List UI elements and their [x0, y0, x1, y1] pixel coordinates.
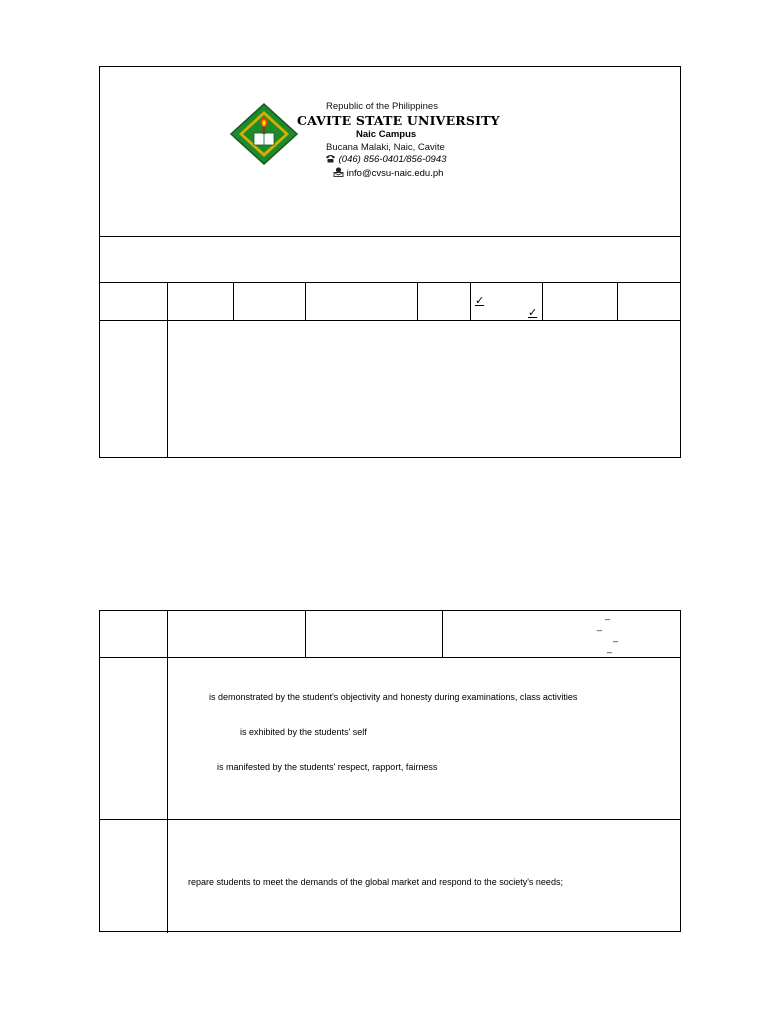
blank-mark: _	[597, 621, 603, 631]
column-divider	[542, 282, 543, 320]
row-divider	[100, 657, 680, 658]
checkmark: ✓	[475, 295, 485, 307]
objective-line: repare students to meet the demands of the global market and respond to the society's needs;	[188, 877, 563, 887]
checkmark: ✓	[528, 307, 538, 319]
republic-text: Republic of the Philippines	[326, 101, 438, 112]
envelope-icon	[333, 167, 344, 177]
university-seal-logo	[230, 103, 298, 165]
blank-mark: _	[605, 610, 611, 620]
column-divider	[167, 611, 168, 933]
phone-line	[325, 154, 446, 165]
values-objectives-table	[99, 610, 681, 932]
campus-name: Naic Campus	[356, 129, 417, 140]
values-line-honesty: is demonstrated by the student's objectivity and honesty during examinations, class activities	[209, 692, 578, 702]
row-divider	[100, 282, 680, 283]
column-divider	[417, 282, 418, 320]
values-line-respect: is manifested by the students' respect, rapport, fairness	[217, 762, 438, 772]
blank-mark: _	[613, 632, 619, 642]
university-name: CAVITE STATE UNIVERSITY	[297, 113, 500, 128]
values-line-self: is exhibited by the students' self	[240, 727, 367, 737]
row-divider	[100, 320, 680, 321]
column-divider	[470, 282, 471, 320]
phone-number: (046) 856-0401/856-0943	[338, 154, 447, 165]
column-divider	[167, 282, 168, 457]
column-divider	[617, 282, 618, 320]
row-divider	[100, 236, 680, 237]
header-form-block	[99, 66, 681, 458]
column-divider	[442, 611, 443, 657]
email-line	[333, 167, 443, 179]
column-divider	[305, 282, 306, 320]
row-divider	[100, 819, 680, 820]
email-address: info@cvsu-naic.edu.ph	[346, 168, 444, 179]
column-divider	[233, 282, 234, 320]
campus-address: Bucana Malaki, Naic, Cavite	[326, 142, 445, 153]
column-divider	[305, 611, 306, 657]
telephone-icon	[325, 154, 336, 163]
blank-mark: _	[607, 643, 613, 653]
